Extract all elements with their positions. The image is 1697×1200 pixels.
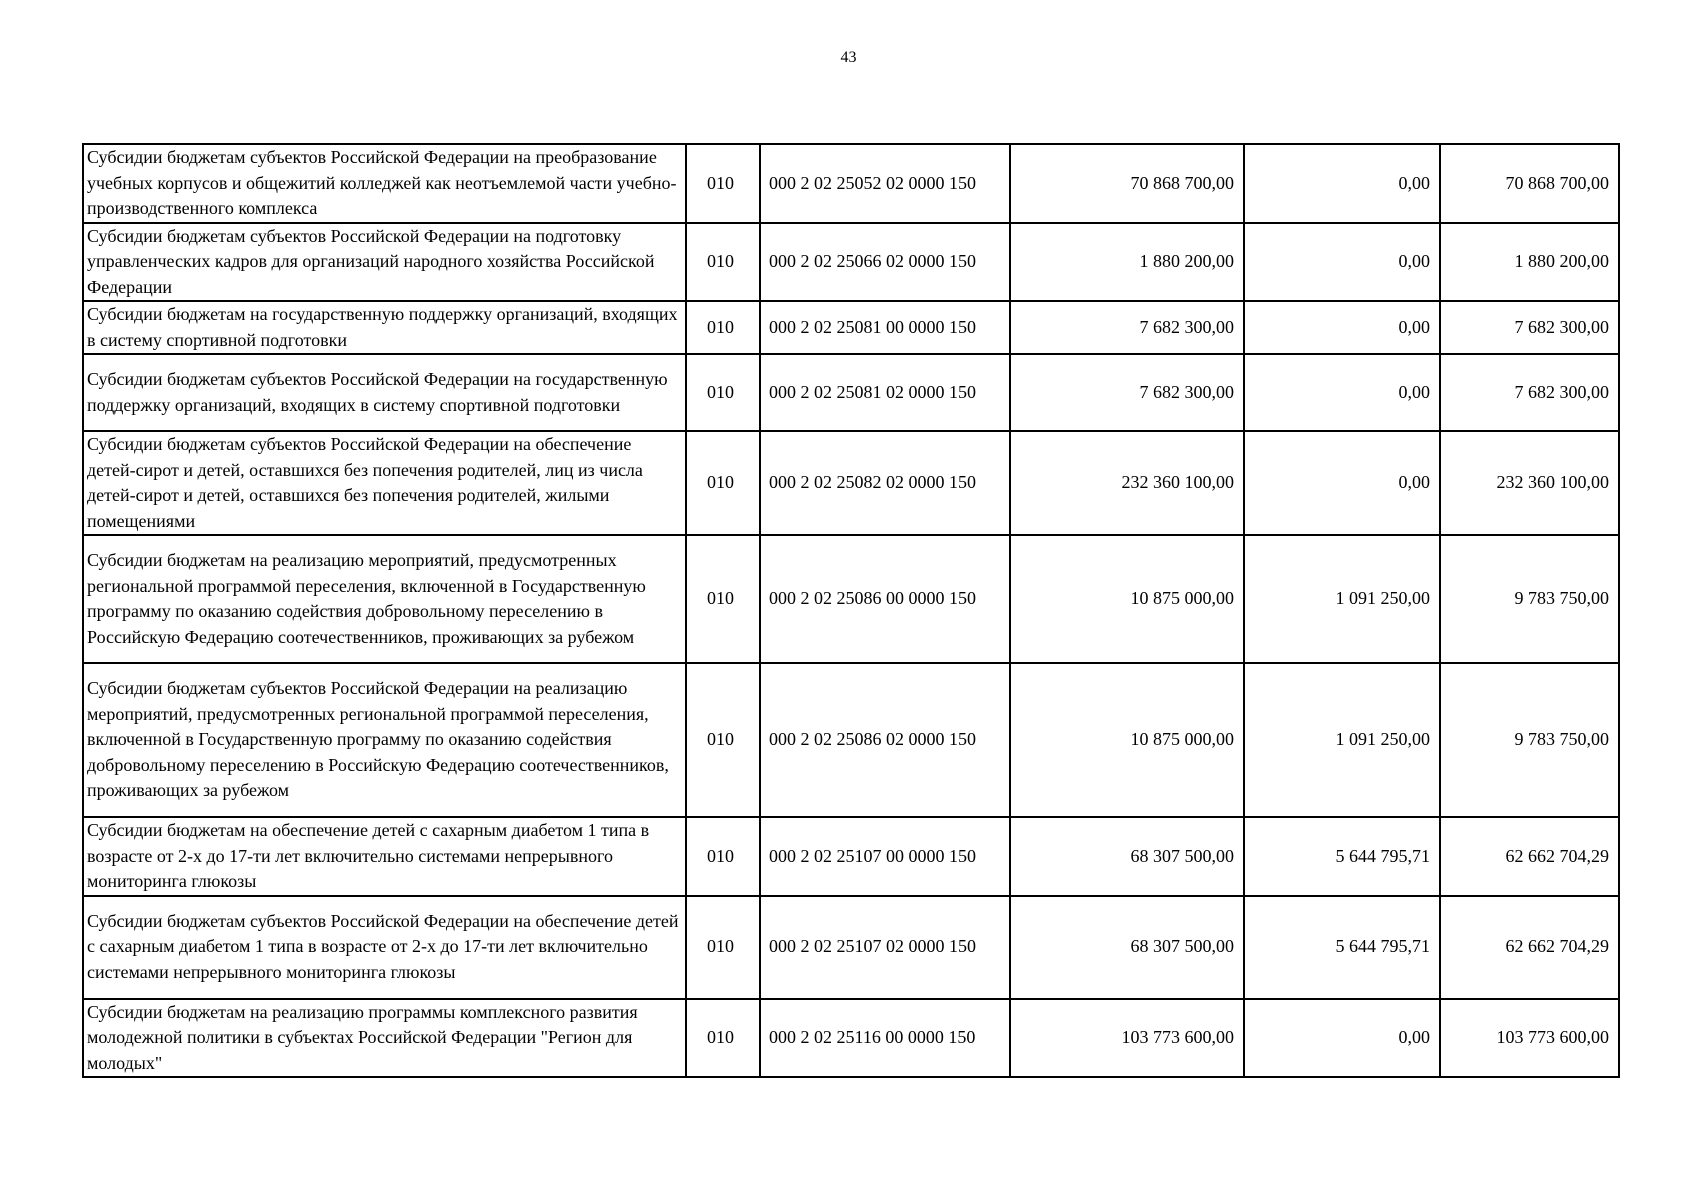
row-budget-code-cell: 000 2 02 25081 00 0000 150 [760,301,1010,354]
row-executed-amount-cell: 0,00 [1244,301,1440,354]
row-budget-code-cell: 000 2 02 25066 02 0000 150 [760,223,1010,302]
budget-table [82,143,1620,1078]
table-row [83,223,1619,302]
row-name-cell: Субсидии бюджетам субъектов Российской Федерации на преобразование учебных корпусов и общежитий колледжей как неотъемлемой части учебно-производственного комплекса [83,144,686,223]
table-row [83,535,1619,663]
row-name-cell: Субсидии бюджетам субъектов Российской Федерации на обеспечение детей с сахарным диабетом 1 типа в возрасте от 2-х до 17-ти лет включительно системами непрерывного мониторинга глюкозы [83,896,686,999]
row-remaining-amount-cell: 232 360 100,00 [1440,431,1619,535]
row-planned-amount-cell: 7 682 300,00 [1010,354,1244,431]
table-row [83,431,1619,535]
row-budget-code-cell: 000 2 02 25082 02 0000 150 [760,431,1010,535]
row-admin-code-cell: 010 [686,144,760,223]
row-admin-code-cell: 010 [686,301,760,354]
row-budget-code-cell: 000 2 02 25086 02 0000 150 [760,663,1010,817]
row-planned-amount-cell: 7 682 300,00 [1010,301,1244,354]
row-planned-amount-cell: 10 875 000,00 [1010,535,1244,663]
row-admin-code-cell: 010 [686,223,760,302]
row-planned-amount-cell: 103 773 600,00 [1010,999,1244,1078]
row-name-cell: Субсидии бюджетам субъектов Российской Федерации на обеспечение детей-сирот и детей, оставшихся без попечения родителей, лиц из числа детей-сирот и детей, оставшихся без попечения родителей, жилыми помещениями [83,431,686,535]
table-row [83,896,1619,999]
row-admin-code-cell: 010 [686,535,760,663]
row-remaining-amount-cell: 9 783 750,00 [1440,535,1619,663]
row-budget-code-cell: 000 2 02 25081 02 0000 150 [760,354,1010,431]
row-remaining-amount-cell: 70 868 700,00 [1440,144,1619,223]
row-remaining-amount-cell: 103 773 600,00 [1440,999,1619,1078]
row-budget-code-cell: 000 2 02 25116 00 0000 150 [760,999,1010,1078]
row-executed-amount-cell: 0,00 [1244,223,1440,302]
row-budget-code-cell: 000 2 02 25086 00 0000 150 [760,535,1010,663]
row-budget-code-cell: 000 2 02 25052 02 0000 150 [760,144,1010,223]
table-row [83,301,1619,354]
table-row [83,354,1619,431]
row-admin-code-cell: 010 [686,999,760,1078]
row-executed-amount-cell: 0,00 [1244,999,1440,1078]
table-row [83,817,1619,896]
row-planned-amount-cell: 1 880 200,00 [1010,223,1244,302]
row-executed-amount-cell: 5 644 795,71 [1244,896,1440,999]
row-admin-code-cell: 010 [686,663,760,817]
row-admin-code-cell: 010 [686,431,760,535]
table-row [83,663,1619,817]
row-executed-amount-cell: 0,00 [1244,144,1440,223]
table-row [83,144,1619,223]
row-name-cell: Субсидии бюджетам на обеспечение детей с сахарным диабетом 1 типа в возрасте от 2-х до 17-ти лет включительно системами непрерывного мониторинга глюкозы [83,817,686,896]
row-remaining-amount-cell: 7 682 300,00 [1440,354,1619,431]
row-name-cell: Субсидии бюджетам субъектов Российской Федерации на государственную поддержку организаций, входящих в систему спортивной подготовки [83,354,686,431]
table-row [83,999,1619,1078]
row-planned-amount-cell: 68 307 500,00 [1010,896,1244,999]
row-executed-amount-cell: 5 644 795,71 [1244,817,1440,896]
row-budget-code-cell: 000 2 02 25107 00 0000 150 [760,817,1010,896]
row-executed-amount-cell: 0,00 [1244,431,1440,535]
row-name-cell: Субсидии бюджетам субъектов Российской Федерации на реализацию мероприятий, предусмотренных региональной программой переселения, включенной в Государственную программу по оказанию содействия добровольному переселению в Российскую Федерацию соотечественников, проживающих за рубежом [83,663,686,817]
row-remaining-amount-cell: 62 662 704,29 [1440,817,1619,896]
row-name-cell: Субсидии бюджетам на реализацию программы комплексного развития молодежной политики в субъектах Российской Федерации "Регион для молодых" [83,999,686,1078]
row-planned-amount-cell: 10 875 000,00 [1010,663,1244,817]
row-admin-code-cell: 010 [686,817,760,896]
row-admin-code-cell: 010 [686,896,760,999]
row-name-cell: Субсидии бюджетам субъектов Российской Федерации на подготовку управленческих кадров для организаций народного хозяйства Российской Федерации [83,223,686,302]
row-name-cell: Субсидии бюджетам на реализацию мероприятий, предусмотренных региональной программой переселения, включенной в Государственную программу по оказанию содействия добровольному переселению в Российскую Федерацию соотечественников, проживающих за рубежом [83,535,686,663]
row-executed-amount-cell: 0,00 [1244,354,1440,431]
row-executed-amount-cell: 1 091 250,00 [1244,663,1440,817]
row-remaining-amount-cell: 9 783 750,00 [1440,663,1619,817]
row-remaining-amount-cell: 7 682 300,00 [1440,301,1619,354]
row-admin-code-cell: 010 [686,354,760,431]
row-remaining-amount-cell: 1 880 200,00 [1440,223,1619,302]
row-remaining-amount-cell: 62 662 704,29 [1440,896,1619,999]
page-number: 43 [840,49,857,66]
row-planned-amount-cell: 70 868 700,00 [1010,144,1244,223]
row-executed-amount-cell: 1 091 250,00 [1244,535,1440,663]
row-name-cell: Субсидии бюджетам на государственную поддержку организаций, входящих в систему спортивной подготовки [83,301,686,354]
row-budget-code-cell: 000 2 02 25107 02 0000 150 [760,896,1010,999]
row-planned-amount-cell: 68 307 500,00 [1010,817,1244,896]
row-planned-amount-cell: 232 360 100,00 [1010,431,1244,535]
